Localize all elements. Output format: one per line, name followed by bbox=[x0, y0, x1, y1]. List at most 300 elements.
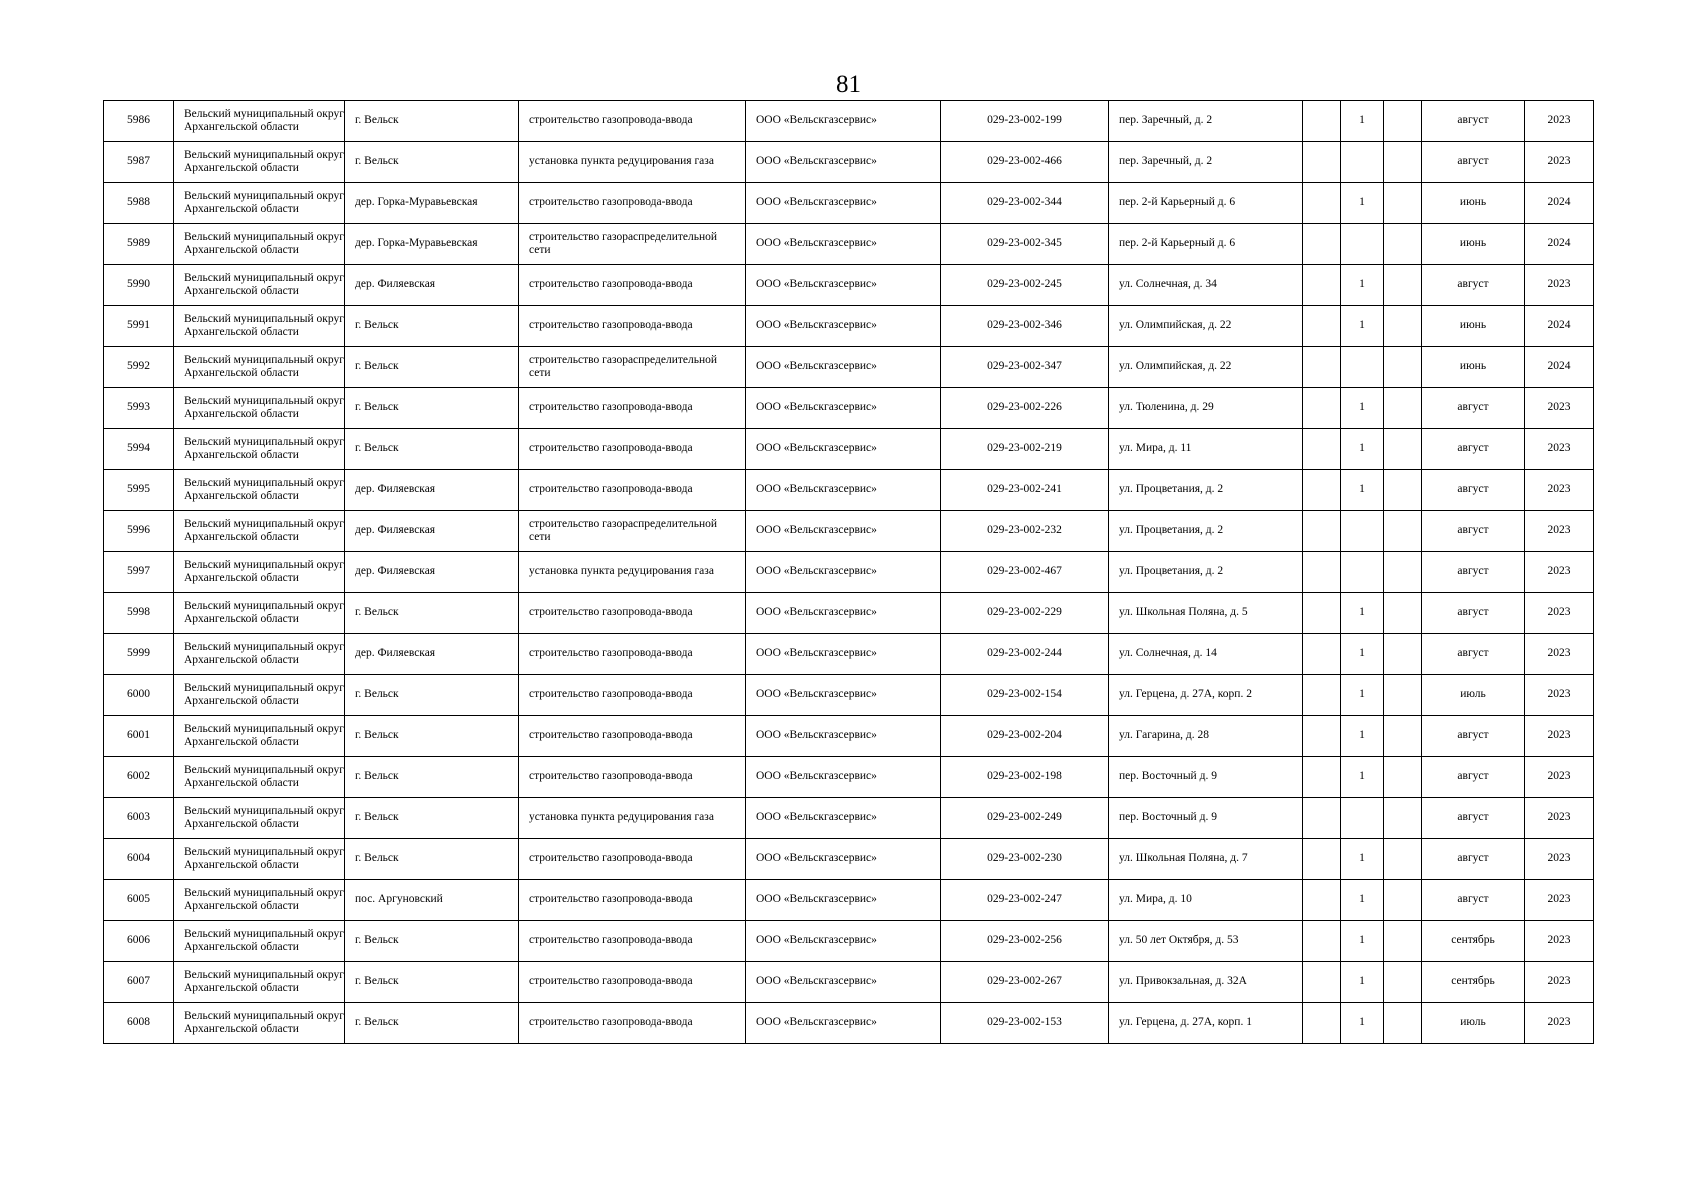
blank-cell bbox=[1384, 265, 1422, 306]
locality-cell: г. Вельск bbox=[345, 347, 519, 388]
table-row bbox=[104, 429, 1594, 470]
table-row bbox=[104, 265, 1594, 306]
locality-cell: г. Вельск bbox=[345, 962, 519, 1003]
table-row bbox=[104, 1003, 1594, 1044]
object-code-cell: 029-23-002-467 bbox=[941, 552, 1109, 593]
year-cell: 2023 bbox=[1525, 429, 1594, 470]
object-code-cell: 029-23-002-226 bbox=[941, 388, 1109, 429]
count-cell: 1 bbox=[1341, 962, 1384, 1003]
work-type-cell: строительство газопровода-ввода bbox=[519, 962, 746, 1003]
organization-cell: ООО «Вельскгазсервис» bbox=[746, 880, 941, 921]
table-row bbox=[104, 921, 1594, 962]
address-cell: ул. Мира, д. 10 bbox=[1109, 880, 1303, 921]
work-type-cell: строительство газопровода-ввода bbox=[519, 880, 746, 921]
blank-cell bbox=[1384, 101, 1422, 142]
blank-cell bbox=[1384, 429, 1422, 470]
table-row bbox=[104, 839, 1594, 880]
address-cell: пер. Заречный, д. 2 bbox=[1109, 142, 1303, 183]
row-number-cell: 5986 bbox=[104, 101, 174, 142]
object-code-cell: 029-23-002-219 bbox=[941, 429, 1109, 470]
row-number-cell: 5988 bbox=[104, 183, 174, 224]
month-cell: август bbox=[1422, 593, 1525, 634]
organization-cell: ООО «Вельскгазсервис» bbox=[746, 265, 941, 306]
district-cell: Вельский муниципальный округ Архангельской области bbox=[174, 101, 345, 142]
district-cell: Вельский муниципальный округ Архангельской области bbox=[174, 675, 345, 716]
blank-cell bbox=[1384, 716, 1422, 757]
year-cell: 2023 bbox=[1525, 552, 1594, 593]
table-body bbox=[104, 101, 1594, 1044]
row-number-cell: 6006 bbox=[104, 921, 174, 962]
count-cell: 1 bbox=[1341, 183, 1384, 224]
locality-cell: г. Вельск bbox=[345, 1003, 519, 1044]
count-cell: 1 bbox=[1341, 1003, 1384, 1044]
row-number-cell: 6007 bbox=[104, 962, 174, 1003]
table-row bbox=[104, 593, 1594, 634]
organization-cell: ООО «Вельскгазсервис» bbox=[746, 716, 941, 757]
locality-cell: пос. Аргуновский bbox=[345, 880, 519, 921]
district-cell: Вельский муниципальный округ Архангельской области bbox=[174, 1003, 345, 1044]
object-code-cell: 029-23-002-344 bbox=[941, 183, 1109, 224]
blank-cell bbox=[1303, 101, 1341, 142]
year-cell: 2023 bbox=[1525, 634, 1594, 675]
object-code-cell: 029-23-002-345 bbox=[941, 224, 1109, 265]
blank-cell bbox=[1384, 798, 1422, 839]
organization-cell: ООО «Вельскгазсервис» bbox=[746, 470, 941, 511]
table-row bbox=[104, 306, 1594, 347]
object-code-cell: 029-23-002-241 bbox=[941, 470, 1109, 511]
table-row bbox=[104, 880, 1594, 921]
locality-cell: г. Вельск bbox=[345, 921, 519, 962]
organization-cell: ООО «Вельскгазсервис» bbox=[746, 224, 941, 265]
address-cell: пер. Заречный, д. 2 bbox=[1109, 101, 1303, 142]
locality-cell: г. Вельск bbox=[345, 101, 519, 142]
year-cell: 2023 bbox=[1525, 470, 1594, 511]
month-cell: сентябрь bbox=[1422, 921, 1525, 962]
year-cell: 2023 bbox=[1525, 265, 1594, 306]
table-row bbox=[104, 224, 1594, 265]
locality-cell: дер. Филяевская bbox=[345, 470, 519, 511]
count-cell: 1 bbox=[1341, 716, 1384, 757]
year-cell: 2023 bbox=[1525, 511, 1594, 552]
blank-cell bbox=[1303, 962, 1341, 1003]
year-cell: 2024 bbox=[1525, 347, 1594, 388]
month-cell: август bbox=[1422, 798, 1525, 839]
month-cell: август bbox=[1422, 634, 1525, 675]
object-code-cell: 029-23-002-256 bbox=[941, 921, 1109, 962]
work-type-cell: строительство газопровода-ввода bbox=[519, 388, 746, 429]
blank-cell bbox=[1303, 306, 1341, 347]
count-cell bbox=[1341, 347, 1384, 388]
organization-cell: ООО «Вельскгазсервис» bbox=[746, 1003, 941, 1044]
month-cell: август bbox=[1422, 511, 1525, 552]
object-code-cell: 029-23-002-204 bbox=[941, 716, 1109, 757]
blank-cell bbox=[1384, 306, 1422, 347]
organization-cell: ООО «Вельскгазсервис» bbox=[746, 921, 941, 962]
month-cell: август bbox=[1422, 880, 1525, 921]
district-cell: Вельский муниципальный округ Архангельской области bbox=[174, 429, 345, 470]
count-cell bbox=[1341, 511, 1384, 552]
blank-cell bbox=[1384, 470, 1422, 511]
blank-cell bbox=[1384, 921, 1422, 962]
blank-cell bbox=[1384, 962, 1422, 1003]
locality-cell: г. Вельск bbox=[345, 429, 519, 470]
year-cell: 2023 bbox=[1525, 101, 1594, 142]
organization-cell: ООО «Вельскгазсервис» bbox=[746, 142, 941, 183]
locality-cell: г. Вельск bbox=[345, 716, 519, 757]
object-code-cell: 029-23-002-198 bbox=[941, 757, 1109, 798]
count-cell: 1 bbox=[1341, 388, 1384, 429]
locality-cell: г. Вельск bbox=[345, 798, 519, 839]
work-type-cell: строительство газопровода-ввода bbox=[519, 839, 746, 880]
district-cell: Вельский муниципальный округ Архангельской области bbox=[174, 142, 345, 183]
table-row bbox=[104, 347, 1594, 388]
year-cell: 2023 bbox=[1525, 757, 1594, 798]
address-cell: ул. 50 лет Октября, д. 53 bbox=[1109, 921, 1303, 962]
object-code-cell: 029-23-002-229 bbox=[941, 593, 1109, 634]
count-cell: 1 bbox=[1341, 634, 1384, 675]
work-type-cell: строительство газопровода-ввода bbox=[519, 716, 746, 757]
blank-cell bbox=[1303, 593, 1341, 634]
year-cell: 2024 bbox=[1525, 224, 1594, 265]
row-number-cell: 5997 bbox=[104, 552, 174, 593]
row-number-cell: 6002 bbox=[104, 757, 174, 798]
district-cell: Вельский муниципальный округ Архангельской области bbox=[174, 593, 345, 634]
count-cell: 1 bbox=[1341, 675, 1384, 716]
table-row bbox=[104, 675, 1594, 716]
address-cell: пер. 2-й Карьерный д. 6 bbox=[1109, 183, 1303, 224]
count-cell: 1 bbox=[1341, 593, 1384, 634]
month-cell: август bbox=[1422, 429, 1525, 470]
count-cell: 1 bbox=[1341, 757, 1384, 798]
blank-cell bbox=[1384, 183, 1422, 224]
blank-cell bbox=[1303, 880, 1341, 921]
blank-cell bbox=[1303, 142, 1341, 183]
blank-cell bbox=[1303, 1003, 1341, 1044]
address-cell: ул. Гагарина, д. 28 bbox=[1109, 716, 1303, 757]
count-cell: 1 bbox=[1341, 921, 1384, 962]
address-cell: ул. Процветания, д. 2 bbox=[1109, 552, 1303, 593]
blank-cell bbox=[1384, 593, 1422, 634]
table-row bbox=[104, 511, 1594, 552]
address-cell: ул. Солнечная, д. 14 bbox=[1109, 634, 1303, 675]
blank-cell bbox=[1384, 552, 1422, 593]
table-row bbox=[104, 470, 1594, 511]
blank-cell bbox=[1303, 511, 1341, 552]
month-cell: август bbox=[1422, 265, 1525, 306]
address-cell: ул. Герцена, д. 27А, корп. 1 bbox=[1109, 1003, 1303, 1044]
locality-cell: г. Вельск bbox=[345, 593, 519, 634]
object-code-cell: 029-23-002-346 bbox=[941, 306, 1109, 347]
district-cell: Вельский муниципальный округ Архангельской области bbox=[174, 716, 345, 757]
object-code-cell: 029-23-002-232 bbox=[941, 511, 1109, 552]
locality-cell: г. Вельск bbox=[345, 757, 519, 798]
object-code-cell: 029-23-002-230 bbox=[941, 839, 1109, 880]
organization-cell: ООО «Вельскгазсервис» bbox=[746, 552, 941, 593]
row-number-cell: 6000 bbox=[104, 675, 174, 716]
count-cell: 1 bbox=[1341, 429, 1384, 470]
row-number-cell: 6008 bbox=[104, 1003, 174, 1044]
work-type-cell: строительство газопровода-ввода bbox=[519, 470, 746, 511]
table-row bbox=[104, 798, 1594, 839]
month-cell: июнь bbox=[1422, 224, 1525, 265]
object-code-cell: 029-23-002-245 bbox=[941, 265, 1109, 306]
object-code-cell: 029-23-002-466 bbox=[941, 142, 1109, 183]
address-cell: ул. Герцена, д. 27А, корп. 2 bbox=[1109, 675, 1303, 716]
address-cell: ул. Процветания, д. 2 bbox=[1109, 511, 1303, 552]
organization-cell: ООО «Вельскгазсервис» bbox=[746, 757, 941, 798]
count-cell: 1 bbox=[1341, 470, 1384, 511]
page-number: 81 bbox=[836, 71, 861, 98]
blank-cell bbox=[1303, 634, 1341, 675]
month-cell: июль bbox=[1422, 675, 1525, 716]
locality-cell: дер. Горка-Муравьевская bbox=[345, 224, 519, 265]
locality-cell: дер. Филяевская bbox=[345, 552, 519, 593]
blank-cell bbox=[1303, 675, 1341, 716]
blank-cell bbox=[1384, 142, 1422, 183]
address-cell: ул. Процветания, д. 2 bbox=[1109, 470, 1303, 511]
blank-cell bbox=[1384, 839, 1422, 880]
locality-cell: г. Вельск bbox=[345, 839, 519, 880]
district-cell: Вельский муниципальный округ Архангельской области bbox=[174, 552, 345, 593]
address-cell: ул. Тюленина, д. 29 bbox=[1109, 388, 1303, 429]
table-row bbox=[104, 552, 1594, 593]
gasification-table bbox=[103, 100, 1594, 1044]
year-cell: 2024 bbox=[1525, 183, 1594, 224]
work-type-cell: установка пункта редуцирования газа bbox=[519, 552, 746, 593]
row-number-cell: 5993 bbox=[104, 388, 174, 429]
blank-cell bbox=[1384, 388, 1422, 429]
table-row bbox=[104, 388, 1594, 429]
table-row bbox=[104, 101, 1594, 142]
work-type-cell: строительство газопровода-ввода bbox=[519, 675, 746, 716]
year-cell: 2024 bbox=[1525, 306, 1594, 347]
work-type-cell: строительство газопровода-ввода bbox=[519, 265, 746, 306]
table-row bbox=[104, 183, 1594, 224]
work-type-cell: строительство газопровода-ввода bbox=[519, 757, 746, 798]
work-type-cell: строительство газопровода-ввода bbox=[519, 429, 746, 470]
blank-cell bbox=[1303, 347, 1341, 388]
object-code-cell: 029-23-002-244 bbox=[941, 634, 1109, 675]
row-number-cell: 6004 bbox=[104, 839, 174, 880]
blank-cell bbox=[1384, 1003, 1422, 1044]
address-cell: ул. Олимпийская, д. 22 bbox=[1109, 306, 1303, 347]
blank-cell bbox=[1303, 429, 1341, 470]
locality-cell: дер. Филяевская bbox=[345, 511, 519, 552]
work-type-cell: строительство газопровода-ввода bbox=[519, 183, 746, 224]
object-code-cell: 029-23-002-249 bbox=[941, 798, 1109, 839]
address-cell: ул. Солнечная, д. 34 bbox=[1109, 265, 1303, 306]
year-cell: 2023 bbox=[1525, 716, 1594, 757]
district-cell: Вельский муниципальный округ Архангельской области bbox=[174, 224, 345, 265]
month-cell: август bbox=[1422, 101, 1525, 142]
organization-cell: ООО «Вельскгазсервис» bbox=[746, 675, 941, 716]
count-cell bbox=[1341, 798, 1384, 839]
blank-cell bbox=[1384, 880, 1422, 921]
blank-cell bbox=[1303, 757, 1341, 798]
blank-cell bbox=[1303, 921, 1341, 962]
locality-cell: дер. Филяевская bbox=[345, 634, 519, 675]
work-type-cell: строительство газопровода-ввода bbox=[519, 593, 746, 634]
work-type-cell: строительство газопровода-ввода bbox=[519, 634, 746, 675]
object-code-cell: 029-23-002-154 bbox=[941, 675, 1109, 716]
district-cell: Вельский муниципальный округ Архангельской области bbox=[174, 306, 345, 347]
object-code-cell: 029-23-002-347 bbox=[941, 347, 1109, 388]
district-cell: Вельский муниципальный округ Архангельской области bbox=[174, 183, 345, 224]
month-cell: июнь bbox=[1422, 347, 1525, 388]
address-cell: ул. Школьная Поляна, д. 5 bbox=[1109, 593, 1303, 634]
year-cell: 2023 bbox=[1525, 798, 1594, 839]
month-cell: сентябрь bbox=[1422, 962, 1525, 1003]
organization-cell: ООО «Вельскгазсервис» bbox=[746, 511, 941, 552]
year-cell: 2023 bbox=[1525, 593, 1594, 634]
district-cell: Вельский муниципальный округ Архангельской области bbox=[174, 839, 345, 880]
month-cell: август bbox=[1422, 757, 1525, 798]
year-cell: 2023 bbox=[1525, 962, 1594, 1003]
organization-cell: ООО «Вельскгазсервис» bbox=[746, 306, 941, 347]
address-cell: пер. Восточный д. 9 bbox=[1109, 798, 1303, 839]
row-number-cell: 5987 bbox=[104, 142, 174, 183]
address-cell: ул. Привокзальная, д. 32А bbox=[1109, 962, 1303, 1003]
count-cell bbox=[1341, 552, 1384, 593]
work-type-cell: строительство газораспределительной сети bbox=[519, 347, 746, 388]
row-number-cell: 5998 bbox=[104, 593, 174, 634]
work-type-cell: строительство газопровода-ввода bbox=[519, 921, 746, 962]
year-cell: 2023 bbox=[1525, 388, 1594, 429]
organization-cell: ООО «Вельскгазсервис» bbox=[746, 183, 941, 224]
blank-cell bbox=[1384, 224, 1422, 265]
year-cell: 2023 bbox=[1525, 880, 1594, 921]
district-cell: Вельский муниципальный округ Архангельской области bbox=[174, 921, 345, 962]
row-number-cell: 5991 bbox=[104, 306, 174, 347]
work-type-cell: строительство газораспределительной сети bbox=[519, 224, 746, 265]
work-type-cell: установка пункта редуцирования газа bbox=[519, 142, 746, 183]
year-cell: 2023 bbox=[1525, 675, 1594, 716]
blank-cell bbox=[1384, 634, 1422, 675]
district-cell: Вельский муниципальный округ Архангельской области bbox=[174, 388, 345, 429]
blank-cell bbox=[1303, 183, 1341, 224]
month-cell: июль bbox=[1422, 1003, 1525, 1044]
locality-cell: г. Вельск bbox=[345, 306, 519, 347]
organization-cell: ООО «Вельскгазсервис» bbox=[746, 798, 941, 839]
blank-cell bbox=[1384, 675, 1422, 716]
row-number-cell: 5999 bbox=[104, 634, 174, 675]
district-cell: Вельский муниципальный округ Архангельской области bbox=[174, 757, 345, 798]
table-row bbox=[104, 962, 1594, 1003]
row-number-cell: 5989 bbox=[104, 224, 174, 265]
locality-cell: дер. Горка-Муравьевская bbox=[345, 183, 519, 224]
table-row bbox=[104, 716, 1594, 757]
address-cell: ул. Олимпийская, д. 22 bbox=[1109, 347, 1303, 388]
table-row bbox=[104, 757, 1594, 798]
blank-cell bbox=[1384, 757, 1422, 798]
address-cell: пер. 2-й Карьерный д. 6 bbox=[1109, 224, 1303, 265]
row-number-cell: 6001 bbox=[104, 716, 174, 757]
district-cell: Вельский муниципальный округ Архангельской области bbox=[174, 880, 345, 921]
row-number-cell: 5995 bbox=[104, 470, 174, 511]
organization-cell: ООО «Вельскгазсервис» bbox=[746, 962, 941, 1003]
row-number-cell: 5990 bbox=[104, 265, 174, 306]
blank-cell bbox=[1303, 716, 1341, 757]
blank-cell bbox=[1303, 552, 1341, 593]
blank-cell bbox=[1303, 470, 1341, 511]
count-cell bbox=[1341, 142, 1384, 183]
district-cell: Вельский муниципальный округ Архангельской области bbox=[174, 511, 345, 552]
work-type-cell: строительство газопровода-ввода bbox=[519, 101, 746, 142]
blank-cell bbox=[1303, 224, 1341, 265]
month-cell: июнь bbox=[1422, 183, 1525, 224]
address-cell: ул. Школьная Поляна, д. 7 bbox=[1109, 839, 1303, 880]
count-cell: 1 bbox=[1341, 306, 1384, 347]
locality-cell: г. Вельск bbox=[345, 142, 519, 183]
month-cell: август bbox=[1422, 716, 1525, 757]
locality-cell: дер. Филяевская bbox=[345, 265, 519, 306]
address-cell: ул. Мира, д. 11 bbox=[1109, 429, 1303, 470]
organization-cell: ООО «Вельскгазсервис» bbox=[746, 839, 941, 880]
table-row bbox=[104, 142, 1594, 183]
district-cell: Вельский муниципальный округ Архангельской области bbox=[174, 962, 345, 1003]
district-cell: Вельский муниципальный округ Архангельской области bbox=[174, 798, 345, 839]
district-cell: Вельский муниципальный округ Архангельской области bbox=[174, 347, 345, 388]
work-type-cell: установка пункта редуцирования газа bbox=[519, 798, 746, 839]
count-cell: 1 bbox=[1341, 265, 1384, 306]
district-cell: Вельский муниципальный округ Архангельской области bbox=[174, 634, 345, 675]
month-cell: август bbox=[1422, 142, 1525, 183]
row-number-cell: 6005 bbox=[104, 880, 174, 921]
count-cell bbox=[1341, 224, 1384, 265]
month-cell: август bbox=[1422, 470, 1525, 511]
row-number-cell: 6003 bbox=[104, 798, 174, 839]
district-cell: Вельский муниципальный округ Архангельской области bbox=[174, 470, 345, 511]
organization-cell: ООО «Вельскгазсервис» bbox=[746, 347, 941, 388]
organization-cell: ООО «Вельскгазсервис» bbox=[746, 388, 941, 429]
count-cell: 1 bbox=[1341, 880, 1384, 921]
organization-cell: ООО «Вельскгазсервис» bbox=[746, 101, 941, 142]
district-cell: Вельский муниципальный округ Архангельской области bbox=[174, 265, 345, 306]
blank-cell bbox=[1384, 511, 1422, 552]
object-code-cell: 029-23-002-267 bbox=[941, 962, 1109, 1003]
organization-cell: ООО «Вельскгазсервис» bbox=[746, 634, 941, 675]
count-cell: 1 bbox=[1341, 101, 1384, 142]
work-type-cell: строительство газопровода-ввода bbox=[519, 1003, 746, 1044]
organization-cell: ООО «Вельскгазсервис» bbox=[746, 593, 941, 634]
month-cell: август bbox=[1422, 388, 1525, 429]
row-number-cell: 5994 bbox=[104, 429, 174, 470]
object-code-cell: 029-23-002-153 bbox=[941, 1003, 1109, 1044]
year-cell: 2023 bbox=[1525, 142, 1594, 183]
work-type-cell: строительство газораспределительной сети bbox=[519, 511, 746, 552]
year-cell: 2023 bbox=[1525, 1003, 1594, 1044]
year-cell: 2023 bbox=[1525, 921, 1594, 962]
blank-cell bbox=[1303, 839, 1341, 880]
object-code-cell: 029-23-002-199 bbox=[941, 101, 1109, 142]
month-cell: август bbox=[1422, 552, 1525, 593]
row-number-cell: 5992 bbox=[104, 347, 174, 388]
blank-cell bbox=[1303, 798, 1341, 839]
locality-cell: г. Вельск bbox=[345, 675, 519, 716]
locality-cell: г. Вельск bbox=[345, 388, 519, 429]
address-cell: пер. Восточный д. 9 bbox=[1109, 757, 1303, 798]
count-cell: 1 bbox=[1341, 839, 1384, 880]
row-number-cell: 5996 bbox=[104, 511, 174, 552]
object-code-cell: 029-23-002-247 bbox=[941, 880, 1109, 921]
month-cell: август bbox=[1422, 839, 1525, 880]
table-row bbox=[104, 634, 1594, 675]
year-cell: 2023 bbox=[1525, 839, 1594, 880]
month-cell: июнь bbox=[1422, 306, 1525, 347]
organization-cell: ООО «Вельскгазсервис» bbox=[746, 429, 941, 470]
blank-cell bbox=[1303, 265, 1341, 306]
blank-cell bbox=[1303, 388, 1341, 429]
